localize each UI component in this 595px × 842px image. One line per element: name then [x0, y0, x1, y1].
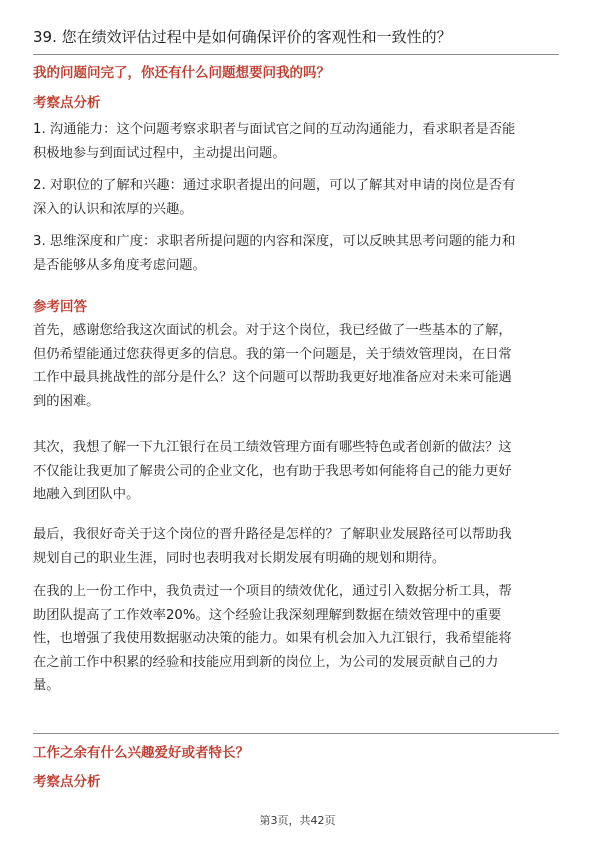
analysis-point-3-line-2: 是否能够从多角度考虑问题。	[33, 257, 206, 273]
section-question: 我的问题问完了，你还有什么问题想要问我的吗？	[33, 65, 330, 81]
answer-2-line-2: 不仅能让我更加了解贵公司的企业文化，也有助于我思考如何能将自己的能力更好	[33, 463, 512, 479]
question-title: 39. 您在绩效评估过程中是如何确保评价的客观性和一致性的？	[33, 28, 452, 46]
analysis-point-1-line-1: 1. 沟通能力：这个问题考察求职者与面试官之间的互动沟通能力，看求职者是否能	[33, 122, 516, 137]
analysis-point-2-line-1: 2. 对职位的了解和兴趣：通过求职者提出的问题，可以了解其对申请的岗位是否有	[33, 178, 516, 193]
answer-heading: 参考回答	[33, 299, 87, 315]
analysis-point-3-line-1: 3. 思维深度和广度：求职者所提问题的内容和深度，可以反映其思考问题的能力和	[33, 234, 516, 249]
analysis-point-2-line-2: 深入的认识和浓厚的兴趣。	[33, 201, 193, 217]
divider-middle	[33, 733, 559, 734]
answer-paragraph-2	[33, 436, 563, 507]
analysis-point-1-line-2: 积极地参与到面试过程中，主动提出问题。	[33, 145, 286, 161]
answer-1-line-1: 首先，感谢您给我这次面试的机会。对于这个岗位，我已经做了一些基本的了解，	[33, 323, 512, 338]
analysis-heading: 考察点分析	[33, 95, 101, 111]
answer-3-line-1: 最后，我很好奇关于这个岗位的晋升路径是怎样的？了解职业发展路径可以帮助我	[33, 527, 512, 542]
answer-3-line-2: 规划自己的职业生涯，同时也表明我对长期发展有明确的规划和期待。	[33, 550, 446, 566]
answer-paragraph-4	[33, 580, 563, 698]
answer-2-line-3: 地融入到团队中。	[33, 487, 140, 502]
answer-2-line-1: 其次，我想了解一下九江银行在员工绩效管理方面有哪些特色或者创新的做法？这	[33, 440, 512, 455]
answer-1-line-4: 到的困难。	[33, 393, 100, 409]
answer-4-line-2: 助团队提高了工作效率20%。这个经验让我深刻理解到数据在绩效管理中的重要	[33, 607, 502, 623]
page-number: 第3页，共42页	[259, 814, 336, 827]
analysis-point-3	[33, 230, 563, 277]
answer-paragraph-3	[33, 523, 563, 570]
answer-1-line-3: 工作中最具挑战性的部分是什么？这个问题可以帮助我更好地准备应对未来可能遇	[33, 370, 512, 385]
answer-4-line-1: 在我的上一份工作中，我负责过一个项目的绩效优化，通过引入数据分析工具，帮	[33, 584, 512, 599]
analysis-heading-2: 考察点分析	[33, 774, 101, 790]
answer-1-line-2: 但仍希望能通过您获得更多的信息。我的第一个问题是，关于绩效管理岗，在日常	[33, 346, 512, 362]
section-question-2: 工作之余有什么兴趣爱好或者特长？	[33, 745, 249, 761]
divider-top	[33, 54, 559, 55]
answer-4-line-5: 量。	[33, 678, 60, 693]
answer-4-line-4: 在之前工作中积累的经验和技能应用到新的岗位上，为公司的发展贡献自己的力	[33, 654, 499, 670]
answer-4-line-3: 性，也增强了我使用数据驱动决策的能力。如果有机会加入九江银行，我希望能将	[33, 631, 512, 646]
analysis-point-1	[33, 118, 563, 165]
answer-paragraph-1	[33, 319, 563, 413]
analysis-point-2	[33, 174, 563, 221]
